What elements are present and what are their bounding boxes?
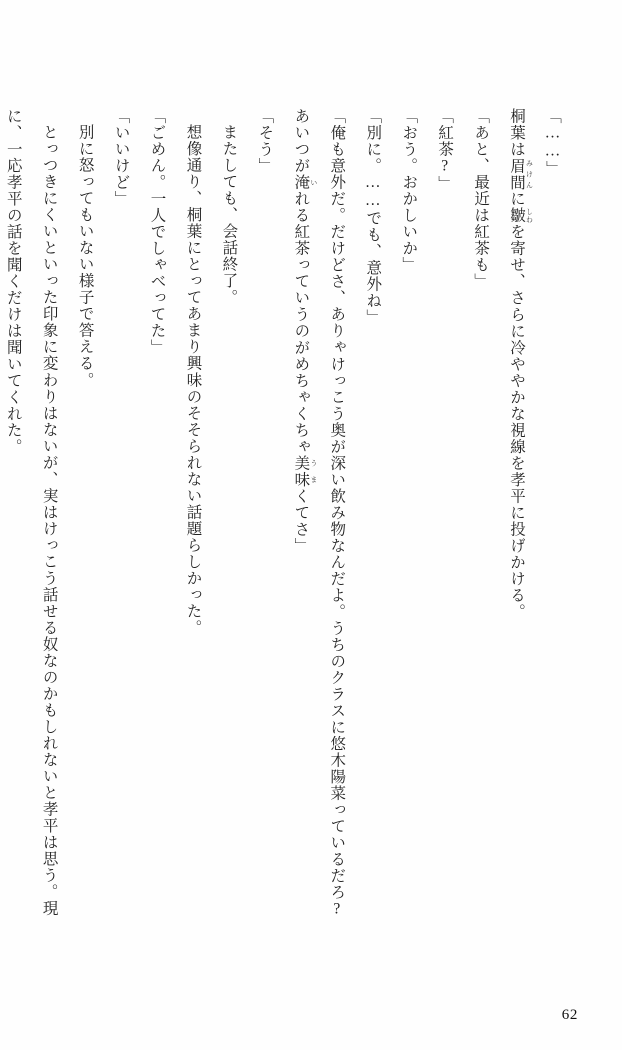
novel-body-text: [4, 108, 570, 938]
ruby-ireru: 淹 い: [292, 174, 317, 191]
text-line: またしても、会話終了。: [220, 123, 238, 306]
ruby-shiwa: 皺 しわ: [508, 207, 533, 224]
text-line: とっつきにくいといった印象に変わりはないが、実はけっこう話せる奴なのかもしれないと孝平は思う。現に、一応孝平の話を聞くだけは聞いてくれた。: [4, 108, 58, 916]
text-line: 「別に。……でも、意外ね」: [364, 108, 382, 326]
text-line: 「いいけど」: [112, 108, 130, 208]
ruby-umai: 美味 うま: [292, 454, 317, 488]
text-line: 「紅茶?」: [436, 108, 454, 193]
text-line: 「ごめん。一人でしゃべってた」: [148, 108, 166, 356]
text-line: 想像通り、桐葉にとってあまり興味のそそられない話題らしかった。: [184, 123, 202, 636]
text-line: 「おう。おかしいか」: [400, 108, 418, 274]
text-line: 「そう」: [256, 108, 274, 175]
ruby-miken: 眉間 みけん: [508, 157, 533, 191]
text-line: 「あと、最近は紅茶も」: [472, 108, 490, 290]
text-line: 桐葉は眉間 みけんに皺 しわを寄せ、さらに冷ややかな視線を孝平に投げかける。: [508, 108, 533, 620]
text-line: 「俺も意外だ。だけどさ、ありゃけっこう奥が深い飲み物なんだよ。うちのクラスに悠木陽菜っているだろ? あいつが淹 いれる紅茶っていうのがめちゃくちゃ美味 うまくてさ」: [292, 108, 346, 935]
text-line: 別に怒ってもいない様子で答える。: [76, 123, 94, 388]
text-line: 「……」: [544, 108, 561, 178]
page-number: 62: [561, 1007, 578, 1023]
